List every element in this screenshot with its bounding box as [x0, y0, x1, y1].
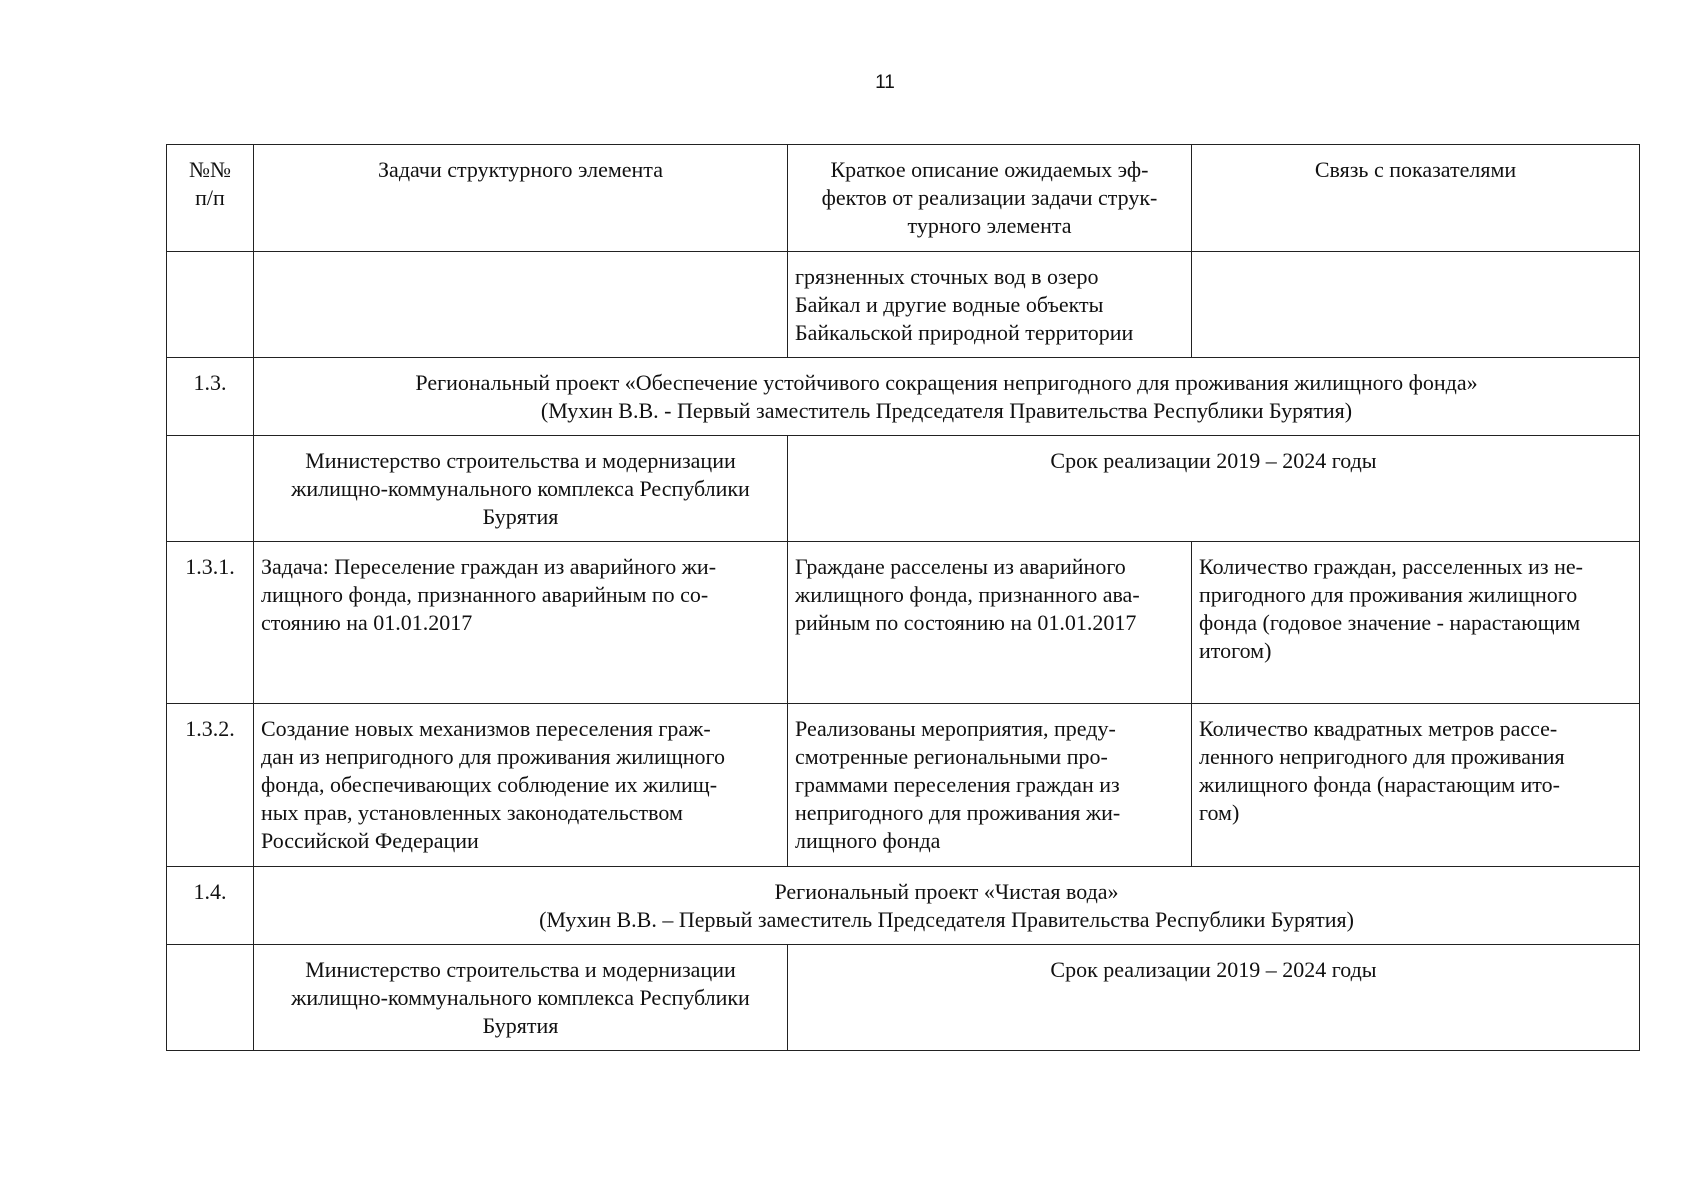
- cell-num: [167, 252, 254, 358]
- table-row-ministry-1-3: [167, 436, 1640, 542]
- page-number: 11: [875, 72, 895, 93]
- cell-effect: Граждане расселены из аварийного жилищного фонда, признанного ава- рийным по состоянию на 01.01.2017: [788, 542, 1192, 704]
- cell-num-empty: [167, 945, 254, 1051]
- cell-num: 1.4.: [167, 867, 254, 945]
- header-effects: Краткое описание ожидаемых эф- фектов от реализации задачи струк- турного элемента: [788, 145, 1192, 252]
- header-num: №№ п/п: [167, 145, 254, 252]
- cell-num-empty: [167, 436, 254, 542]
- cell-task: [254, 252, 788, 358]
- table-header-row: [167, 145, 1640, 252]
- table-row-continuation: [167, 252, 1640, 358]
- implementation-term: Срок реализации 2019 – 2024 годы: [788, 436, 1640, 542]
- table-row-project-1-3: [167, 358, 1640, 436]
- table-row-project-1-4: [167, 867, 1640, 945]
- cell-indicator: Количество граждан, расселенных из не- пригодного для проживания жилищного фонда (годовое значение - нарастающим итогом): [1192, 542, 1640, 704]
- cell-task: Создание новых механизмов переселения граж- дан из непригодного для проживания жилищного фонда, обеспечивающих соблюдение их жилищ- ных прав, установленных законодательством Российской Федерации: [254, 704, 788, 867]
- cell-task: Задача: Переселение граждан из аварийного жи- лищного фонда, признанного аварийным по со- стоянию на 01.01.2017: [254, 542, 788, 704]
- cell-indicator: [1192, 252, 1640, 358]
- table-row-1-3-2: [167, 704, 1640, 867]
- header-tasks: Задачи структурного элемента: [254, 145, 788, 252]
- table-row-ministry-1-4: [167, 945, 1640, 1051]
- cell-num: 1.3.: [167, 358, 254, 436]
- project-title: Региональный проект «Обеспечение устойчивого сокращения непригодного для проживания жилищного фонда» (Мухин В.В. - Первый заместитель Председателя Правительства Республики Бурятия): [254, 358, 1640, 436]
- cell-effect: Реализованы мероприятия, преду- смотренные региональными про- граммами переселения граждан из непригодного для проживания жи- лищного фонда: [788, 704, 1192, 867]
- cell-num: 1.3.2.: [167, 704, 254, 867]
- cell-effect: грязненных сточных вод в озеро Байкал и другие водные объекты Байкальской природной территории: [788, 252, 1192, 358]
- responsible-ministry: Министерство строительства и модернизации жилищно-коммунального комплекса Республики Бурятия: [254, 436, 788, 542]
- cell-num: 1.3.1.: [167, 542, 254, 704]
- responsible-ministry: Министерство строительства и модернизации жилищно-коммунального комплекса Республики Бурятия: [254, 945, 788, 1051]
- cell-indicator: Количество квадратных метров рассе- ленного непригодного для проживания жилищного фонда (нарастающим ито- гом): [1192, 704, 1640, 867]
- implementation-term: Срок реализации 2019 – 2024 годы: [788, 945, 1640, 1051]
- header-indicators: Связь с показателями: [1192, 145, 1640, 252]
- project-title: Региональный проект «Чистая вода» (Мухин В.В. – Первый заместитель Председателя Правительства Республики Бурятия): [254, 867, 1640, 945]
- structural-elements-table: [166, 144, 1640, 1051]
- table-row-1-3-1: [167, 542, 1640, 704]
